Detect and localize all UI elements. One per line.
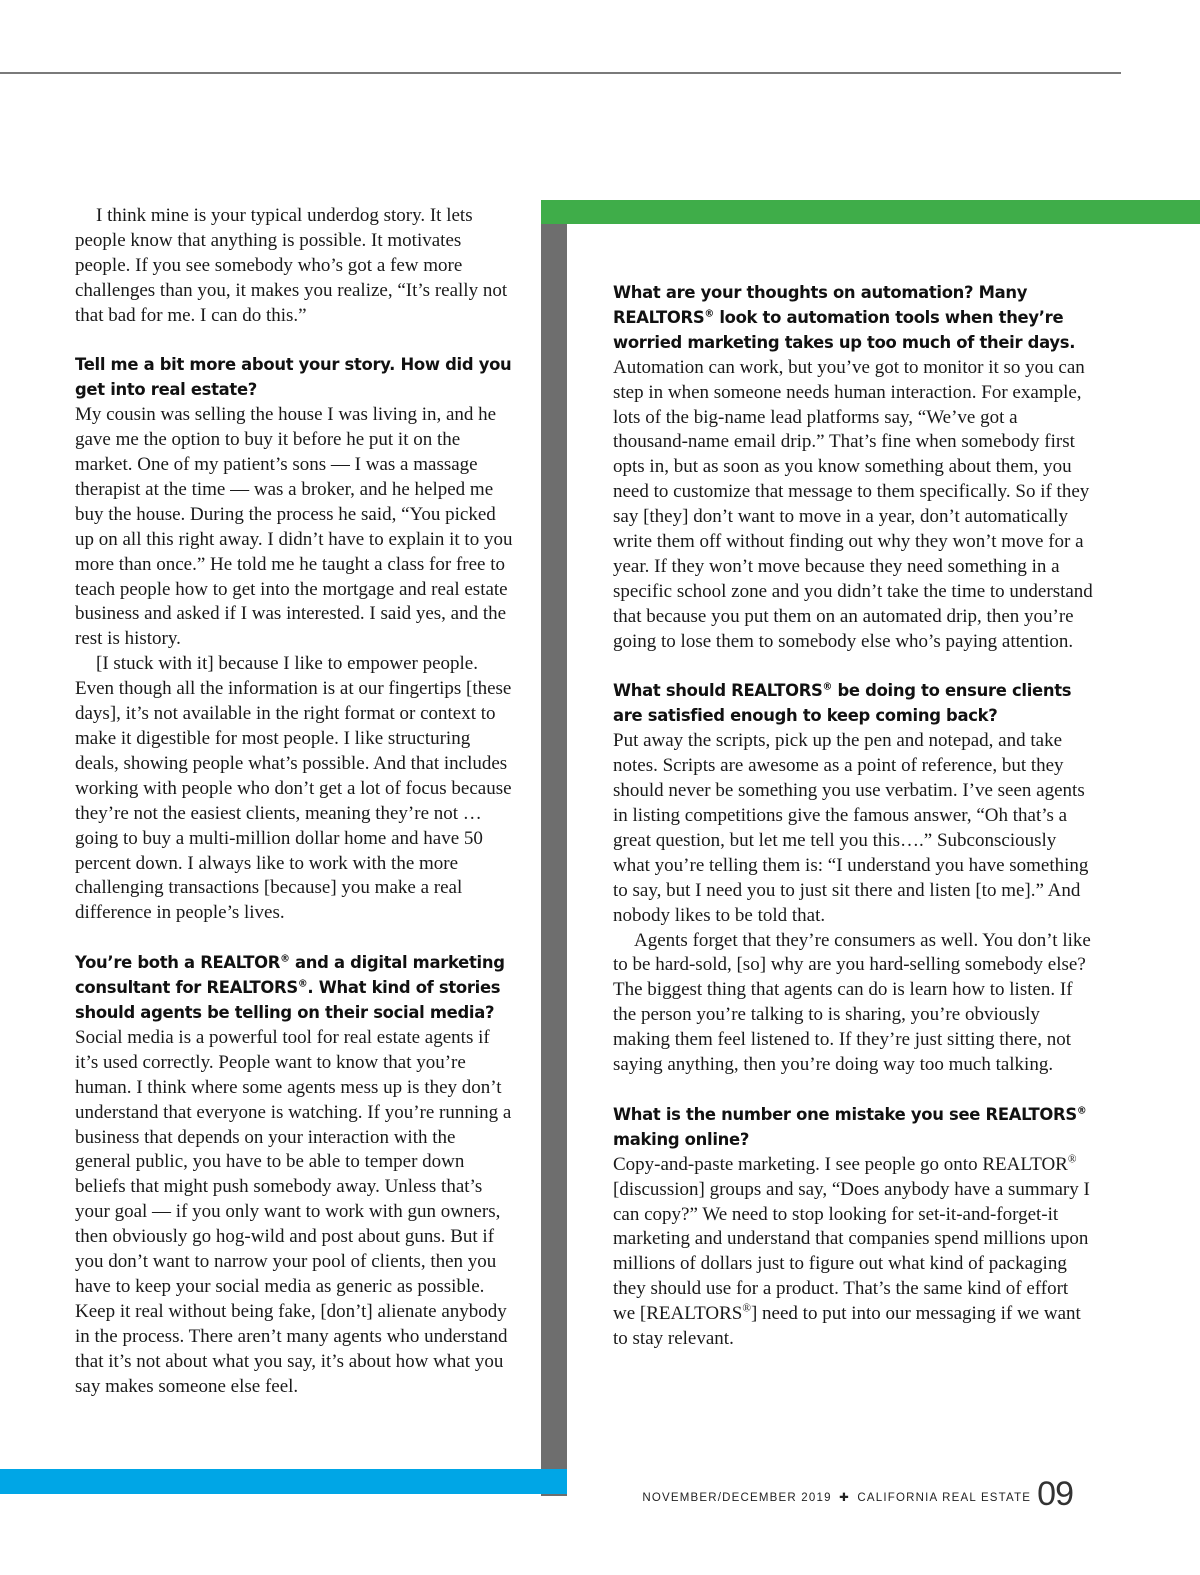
- top-rule: [0, 72, 1121, 74]
- panel-shadow-bar: [541, 200, 567, 1496]
- page-number: 09: [1037, 1475, 1073, 1513]
- right-column: [613, 281, 1093, 1352]
- question-heading: What is the number one mistake you see REALTORS® making online?: [613, 1104, 1087, 1149]
- answer-paragraph: My cousin was selling the house I was living in, and he gave me the option to buy it before he put it on the market. One of my patient’s sons — I was a massage therapist at the time — was a broker, and he helped me buy the house. During the process he said, “You picked up on all this right away. I didn’t have to explain it to you more than once.” He told me he taught a class for free to teach people how to get into the mortgage and real estate business and asked if I was interested. I said yes, and the rest is history.: [75, 404, 513, 650]
- answer-paragraph: [I stuck with it] because I like to empower people. Even though all the information is at our fingertips [these days], it’s not available in the right format or context to make it digestible for most people. I like structuring deals, showing people what’s possible. And that includes working with people who don’t get a lot of focus because they’re not the easiest clients, meaning they’re not … going to buy a multi-million dollar home and have 50 percent down. I always like to work with the more challenging transactions [because] you make a real difference in people’s lives.: [75, 653, 512, 924]
- issue-date: NOVEMBER/DECEMBER 2019: [642, 1492, 832, 1504]
- question-heading: Tell me a bit more about your story. How did you get into real estate?: [75, 355, 512, 400]
- answer-paragraph: Automation can work, but you’ve got to monitor it so you can step in when someone needs human interaction. For example, lots of the big-name lead platforms say, “We’ve got a thousand-name email drip.” That’s fine when somebody first opts in, but as soon as you know something about them, you need to customize that message to them specifically. So if they say [they] don’t want to move in a year, don’t automatically write them off without finding out why they won’t move for a year. If they won’t move because they need something in a specific school zone and you didn’t take the time to understand that because you put them on an automated drip, then you’re going to lose them to somebody else who’s paying attention.: [613, 356, 1093, 652]
- footer-label: [642, 1490, 1031, 1509]
- page-footer: [642, 1475, 1073, 1513]
- question-heading: What should REALTORS® be doing to ensure clients are satisfied enough to keep coming back?: [613, 681, 1072, 726]
- panel-green-bar: [541, 200, 1200, 224]
- intro-paragraph: I think mine is your typical underdog story. It lets people know that anything is possible. It motivates people. If you see somebody who’s got a few more challenges than you, it makes you realize, “It’s really not that bad for me. I can do this.”: [75, 205, 508, 326]
- answer-paragraph: Put away the scripts, pick up the pen and notepad, and take notes. Scripts are awesome as a point of reference, but they should never be something you use verbatim. I’ve seen agents in listing competitions give the famous answer, “Oh that’s a great question, but let me tell you this….” Subconsciously what you’re telling them is: “I understand you have something to say, but I need you to just sit there and listen [to me].” And nobody likes to be told that.: [613, 730, 1089, 926]
- publication-name: CALIFORNIA REAL ESTATE: [857, 1492, 1032, 1504]
- bottom-blue-bar: [0, 1469, 567, 1494]
- question-heading: What are your thoughts on automation? Many REALTORS® look to automation tools when they’re worried marketing takes up too much of their days.: [613, 283, 1076, 352]
- question-heading: You’re both a REALTOR® and a digital marketing consultant for REALTORS®. What kind of stories should agents be telling on their social media?: [75, 953, 505, 1022]
- plus-icon: ✚: [839, 1492, 850, 1504]
- answer-paragraph: Copy-and-paste marketing. I see people go onto REALTOR® [discussion] groups and say, “Does anybody have a summary I can copy?” We need to stop looking for set-it-and-forget-it marketing and understand that companies spend millions upon millions of dollars just to figure out what kind of packaging they should use for a product. That’s the same kind of effort we [REALTORS®] need to put into our messaging if we want to stay relevant.: [613, 1153, 1090, 1350]
- answer-paragraph: Social media is a powerful tool for real estate agents if it’s used correctly. People want to know that you’re human. I think where some agents mess up is they don’t understand that everyone is watching. If you’re running a business that depends on your interaction with the general public, you have to be able to temper down beliefs that might push somebody away. Unless that’s your goal — if you only want to work with gun owners, then obviously go hog-wild and post about guns. But if you don’t want to narrow your pool of clients, then you have to keep your social media as generic as possible. Keep it real without being fake, [don’t] alienate anybody in the process. There aren’t many agents who understand that it’s not about what you say, it’s about how what you say makes someone else feel.: [75, 1026, 512, 1397]
- answer-paragraph: Agents forget that they’re consumers as well. You don’t like to be hard-sold, [so] why are you hard-selling somebody else? The biggest thing that agents can do is learn how to listen. If the person you’re talking to is sharing, you’re obviously making them feel listened to. If they’re just sitting there, not saying anything, then you’re doing way too much talking.: [613, 929, 1091, 1076]
- left-column: [75, 204, 515, 1399]
